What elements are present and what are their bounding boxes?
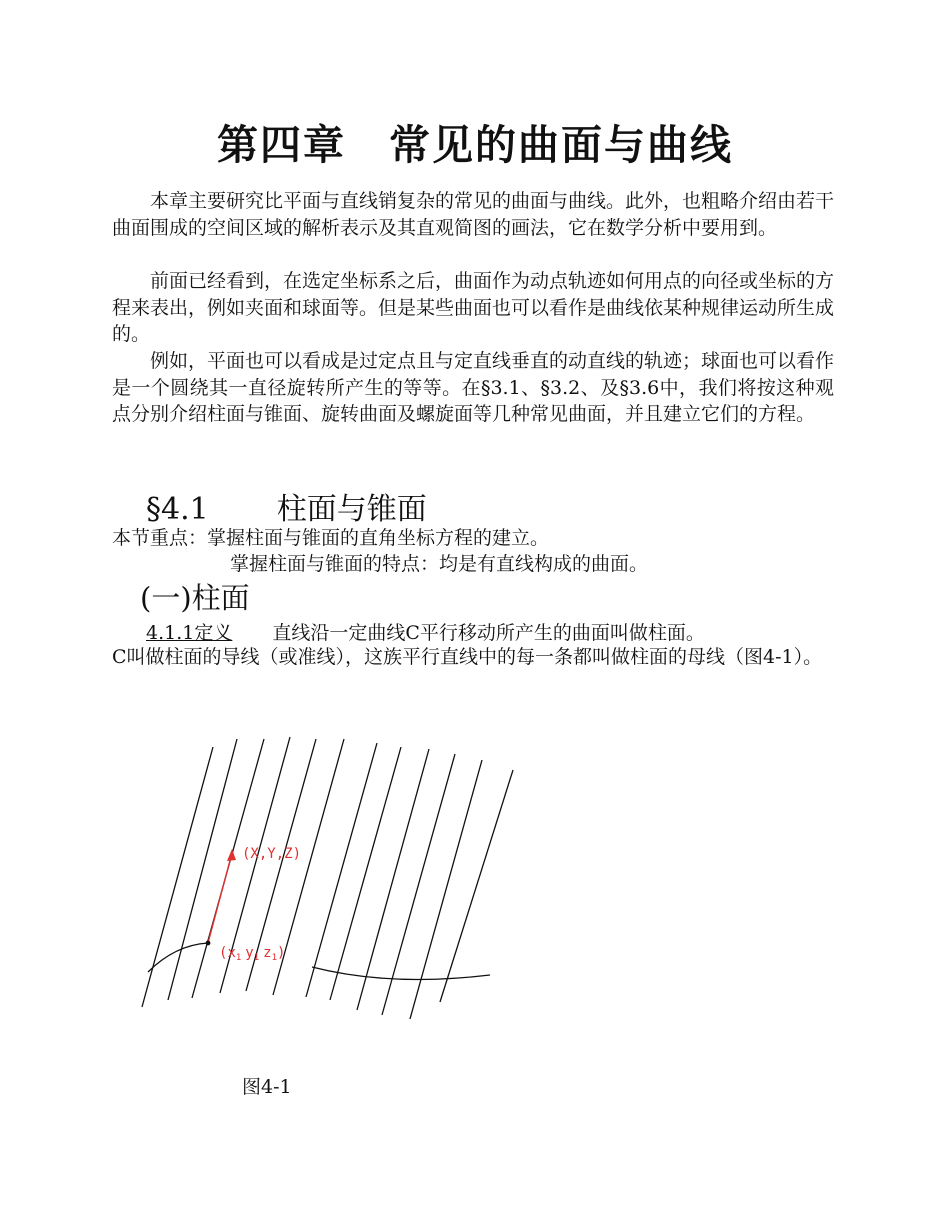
- cylinder-figure: [120, 725, 540, 1025]
- generatrix-line: [410, 760, 482, 1019]
- definition-text-1: 直线沿一定曲线C平行移动所产生的曲面叫做柱面。: [272, 622, 705, 644]
- directrix-curve-left: [148, 943, 208, 972]
- definition-line: [146, 618, 705, 645]
- generatrix-lines: [142, 737, 513, 1019]
- generatrix-line: [357, 749, 429, 1010]
- intro-paragraph-3: 例如，平面也可以看成是过定点且与定直线垂直的动直线的轨迹；球面也可以看作是一个圆绕其一直径旋转所产生的等等。在§3.1、§3.2、及§3.6中，我们将按这种观点分别介绍柱面与锥面、旋转曲面及螺旋面等几种常见曲面，并且建立它们的方程。: [112, 350, 835, 425]
- label-top-point: (X,Y,Z): [242, 846, 302, 862]
- arrow-head-icon: [227, 849, 236, 861]
- definition-label: 4.1.1定义: [146, 622, 233, 644]
- generatrix-line: [440, 770, 513, 1002]
- intro-paragraph-2: 前面已经看到，在选定坐标系之后，曲面作为动点轨迹如何用点的向径或坐标的方程来表出，例如夹面和球面等。但是某些曲面也可以看作是曲线依某种规律运动所生成的。: [112, 270, 835, 345]
- section-focus-1: 本节重点：掌握柱面与锥面的直角坐标方程的建立。: [112, 527, 550, 549]
- chapter-title: 第四章 常见的曲面与曲线: [217, 121, 733, 169]
- section-number: §4.1: [146, 492, 209, 527]
- section-heading: [146, 484, 427, 528]
- intro-paragraph-1: 本章主要研究比平面与直线销复杂的常见的曲面与曲线。此外，也粗略介绍由若干曲面围成的空间区域的解析表示及其直观简图的画法，它在数学分析中要用到。: [112, 190, 835, 239]
- direction-vector: [208, 853, 232, 943]
- label-bottom-point: ($x_1$ $y_1$ $z_1$): [219, 945, 286, 963]
- generatrix-line: [382, 754, 455, 1015]
- subsection-heading: (一)柱面: [140, 581, 250, 615]
- definition-text-2: C叫做柱面的导线（或准线），这族平行直线中的每一条都叫做柱面的母线（图4-1）。: [112, 646, 823, 668]
- section-title: 柱面与锥面: [276, 492, 427, 527]
- point-marker: [206, 941, 211, 946]
- section-focus-2: 掌握柱面与锥面的特点：均是有直线构成的曲面。: [230, 553, 649, 575]
- figure-caption: 图4-1: [242, 1076, 292, 1098]
